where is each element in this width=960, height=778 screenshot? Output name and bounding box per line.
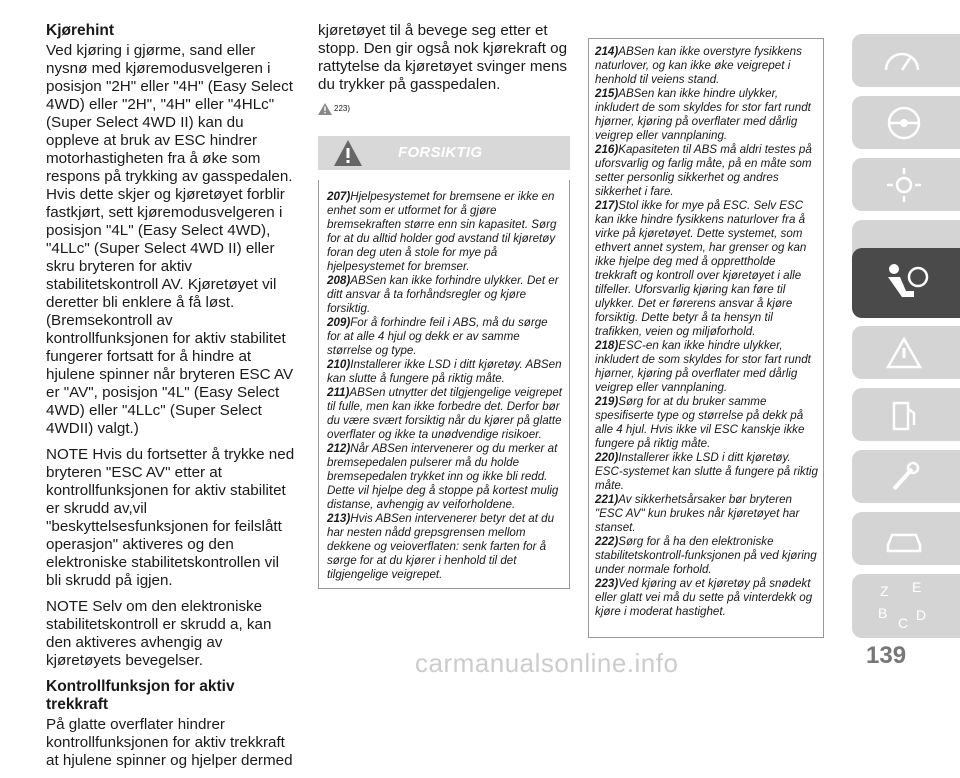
page-number: 139 — [866, 642, 907, 669]
reference-number: 223) — [334, 104, 351, 113]
note-number: 214) — [595, 45, 619, 58]
warning-reference — [318, 100, 570, 118]
chapter-tab-technical[interactable] — [852, 512, 960, 565]
watermark: carmanualsonline.info — [415, 648, 679, 678]
svg-text:E: E — [912, 579, 922, 595]
warning-triangle-icon — [318, 103, 332, 115]
warning-note — [595, 535, 819, 577]
note-paragraph: NOTE Hvis du fortsetter å trykke ned bryteren "ESC AV" etter at kontrollfunksjonen for aktiv stabilitet er skrudd av,vil "beskyttelsesfunksjonen for feilslått operasjon" aktiveres og den elektroniske stabilitetskontrollen vil bli skrudd på igjen. — [46, 446, 295, 589]
note-number: 220) — [595, 451, 619, 464]
airbag-seat-icon — [880, 261, 930, 305]
svg-text:C: C — [898, 615, 909, 631]
dashboard-icon — [882, 46, 922, 76]
warning-note — [595, 451, 819, 493]
warning-note — [327, 190, 563, 274]
warning-triangle-icon — [332, 138, 364, 168]
warning-note — [327, 358, 563, 386]
index-letters-icon — [874, 578, 934, 634]
wrench-icon — [884, 457, 924, 497]
section-heading-traction: Kontrollfunksjon for aktiv trekkraft — [46, 678, 235, 713]
warning-note — [595, 45, 819, 87]
note-number: 211) — [327, 386, 350, 399]
note-text: Kapasiteten til ABS må aldri testes på uforsvarlig og farlig måte, på en måte som setter personlig sikkerhet og andres sikkerhet i fare. — [595, 143, 812, 198]
chapter-tab-warning-lights[interactable] — [852, 326, 960, 379]
warning-note — [595, 143, 819, 199]
note-number: 222) — [595, 535, 619, 548]
note-text: ESC-en kan ikke hindre ulykker, inkludert de som skyldes for stor fart rundt hjørner, kjøring på overflater med dårlig veigrep eller vannplaning. — [595, 339, 811, 394]
svg-text:Z: Z — [880, 583, 889, 599]
svg-text:D: D — [916, 607, 927, 623]
warning-title: FORSIKTIG — [398, 144, 483, 161]
note-text: Sørg for at du bruker samme spesifiserte type og størrelse på dekk på alle 4 hjul. Hvis ikke vil ESC kanskje ikke fungere på riktig måte. — [595, 395, 805, 450]
right-warning-notes-box — [588, 38, 824, 638]
warning-note — [327, 512, 563, 582]
chapter-tab-dashboard[interactable] — [852, 34, 960, 87]
warning-note — [327, 386, 563, 442]
note-text: Hjelpesystemet for bremsene er ikke en enhet som er utformet for å gjøre bremsekraften større enn sin kapasitet. Sørg for at du alltid holder god avstand til kjøretøy foran deg uten å stole for mye på hjelpesystemet for bremser. — [327, 190, 557, 273]
chapter-tab-index[interactable] — [852, 574, 960, 638]
steering-wheel-icon — [884, 103, 924, 143]
note-number: 216) — [595, 143, 619, 156]
note-number: 208) — [327, 274, 351, 287]
warning-notes-box — [318, 180, 570, 589]
sun-icon — [884, 165, 924, 205]
section-heading-driving-tips: Kjørehint — [46, 22, 115, 39]
note-number: 209) — [327, 316, 351, 329]
note-text: ABSen kan ikke forhindre ulykker. Det er ditt ansvar å ta forhåndsregler og kjøre forsiktig. — [327, 274, 559, 315]
note-number: 207) — [327, 190, 351, 203]
note-text: Stol ikke for mye på ESC. Selv ESC kan ikke hindre fysikkens naturlover fra å virke på kjøretøyet. Dette systemet, som ethvert annet system, har grenser og kan ikke hjelpe deg med å opprettholde trekkraft og kontroll over kjøretøyet i alle tilfeller. Uforsvarlig kjøring kan føre til ulykker. Det er førerens ansvar å kjøre forsiktig. Dette betyr å ta hensyn til trafikken, veien og miljøforhold. — [595, 199, 807, 338]
fuel-pump-icon — [884, 395, 924, 435]
warning-note — [595, 87, 819, 143]
chapter-tab-service[interactable] — [852, 450, 960, 503]
paragraph: Ved kjøring i gjørme, sand eller nysnø med kjøremodusvelgeren i posisjon "2H" eller "4H" (Easy Select 4WD) eller "2H", "4H" eller "4HLc" (Super Select 4WD II) kan du oppleve at bruk av ESC hindrer motorhastigheten fra å øke som respons på trykking av gasspedalen. Hvis dette skjer og kjøretøyet forblir fastkjørt, sett kjøremodusvelgeren i posisjon "4L" (Easy Select 4WD), "4LLc" (Super Select 4WD II) eller skru bryteren for aktiv stabilitetskontroll AV. Kjøretøyet vil deretter bli enklere å få løst. (Bremsekontroll av kontrollfunksjonen for aktiv stabilitet fungerer fortsatt for å hindre at hjulene spinner når bryteren ESC AV er "AV", posisjon "4L" (Easy Select 4WD) eller "4LLc" (Super Select 4WDII) valgt.) — [46, 42, 294, 437]
note-text: Når ABSen intervenerer og du merker at bremsepedalen pulserer må du holde bremsepedalen trykket inn og ikke bli redd. Dette vil hjelpe deg å stoppe på kortest mulig distanse, avhengig av veiforholdene. — [327, 442, 559, 511]
warning-light-icon — [884, 333, 924, 373]
car-tools-icon — [882, 519, 926, 559]
svg-text:B: B — [878, 605, 888, 621]
note-text: ABSen utnytter det tilgjengelige veigrepet til fulle, men kan ikke forbedre det. Derfor bør du være svært forsiktig når du kjører på glatte overflater og ikke ta unødvendige risikoer. — [327, 386, 563, 441]
note-text: Hvis ABSen intervenerer betyr det at du har nesten nådd grepsgrensen mellom dekkene og veioverflaten: senk farten for å sørge for at du kjører i henhold til det tilgjengelige veigrepet. — [327, 512, 555, 581]
note-number: 210) — [327, 358, 351, 371]
note-number: 217) — [595, 199, 619, 212]
note-number: 215) — [595, 87, 619, 100]
middle-column — [318, 22, 570, 589]
note-text: For å forhindre feil i ABS, må du sørge for at alle 4 hjul og dekk er av samme størrelse og type. — [327, 316, 548, 357]
warning-note — [327, 316, 563, 358]
paragraph: På glatte overflater hindrer kontrollfunksjonen for aktiv trekkraft at hjulene spinner og hjelper dermed — [46, 716, 293, 769]
chapter-tab-safety-active[interactable] — [852, 248, 960, 318]
left-column — [46, 22, 298, 778]
chapter-tab-lights[interactable] — [852, 158, 960, 211]
chapter-tab-steering[interactable] — [852, 96, 960, 149]
note-number: 218) — [595, 339, 619, 352]
warning-note — [595, 395, 819, 451]
note-text: Installerer ikke LSD i ditt kjøretøy. ESC-systemet kan slutte å fungere på riktig måte. — [595, 451, 818, 492]
warning-note — [595, 199, 819, 339]
note-number: 212) — [327, 442, 351, 455]
warning-note — [595, 339, 819, 395]
note-text: Av sikkerhetsårsaker bør bryteren "ESC AV" kun brukes når kjøretøyet har stanset. — [595, 493, 800, 534]
note-number: 223) — [595, 577, 619, 590]
note-text: ABSen kan ikke hindre ulykker, inkludert de som skyldes for stor fart rundt hjørner, kjøring på overflater med dårlig veigrep eller vannplaning. — [595, 87, 811, 142]
warning-note — [595, 493, 819, 535]
chapter-tab-fuel[interactable] — [852, 388, 960, 441]
note-text: Sørg for å ha den elektroniske stabilitetskontroll-funksjonen på ved kjøring under normale forhold. — [595, 535, 817, 576]
note-text: Installerer ikke LSD i ditt kjøretøy. ABSen kan slutte å fungere på riktig måte. — [327, 358, 562, 385]
note-text: ABSen kan ikke overstyre fysikkens naturlover, og kan ikke øke veigrepet i henhold til veiens stand. — [595, 45, 802, 86]
note-number: 221) — [595, 493, 619, 506]
note-paragraph: NOTE Selv om den elektroniske stabilitetskontroll er skrudd a, kan den aktiveres avhengig av kjøretøyets bevegelser. — [46, 598, 272, 669]
warning-note — [327, 442, 563, 512]
warning-note — [595, 577, 819, 619]
note-number: 213) — [327, 512, 351, 525]
warning-note — [327, 274, 563, 316]
note-number: 219) — [595, 395, 619, 408]
warning-header — [318, 136, 570, 170]
note-text: Ved kjøring av et kjøretøy på snødekt eller glatt vei må du sette på vinterdekk og kjøre i moderat hastighet. — [595, 577, 813, 618]
paragraph: kjøretøyet til å bevege seg etter et stopp. Den gir også nok kjørekraft og rattytelse da kjøretøyet svinger mens du trykker på gasspedalen. — [318, 22, 568, 93]
